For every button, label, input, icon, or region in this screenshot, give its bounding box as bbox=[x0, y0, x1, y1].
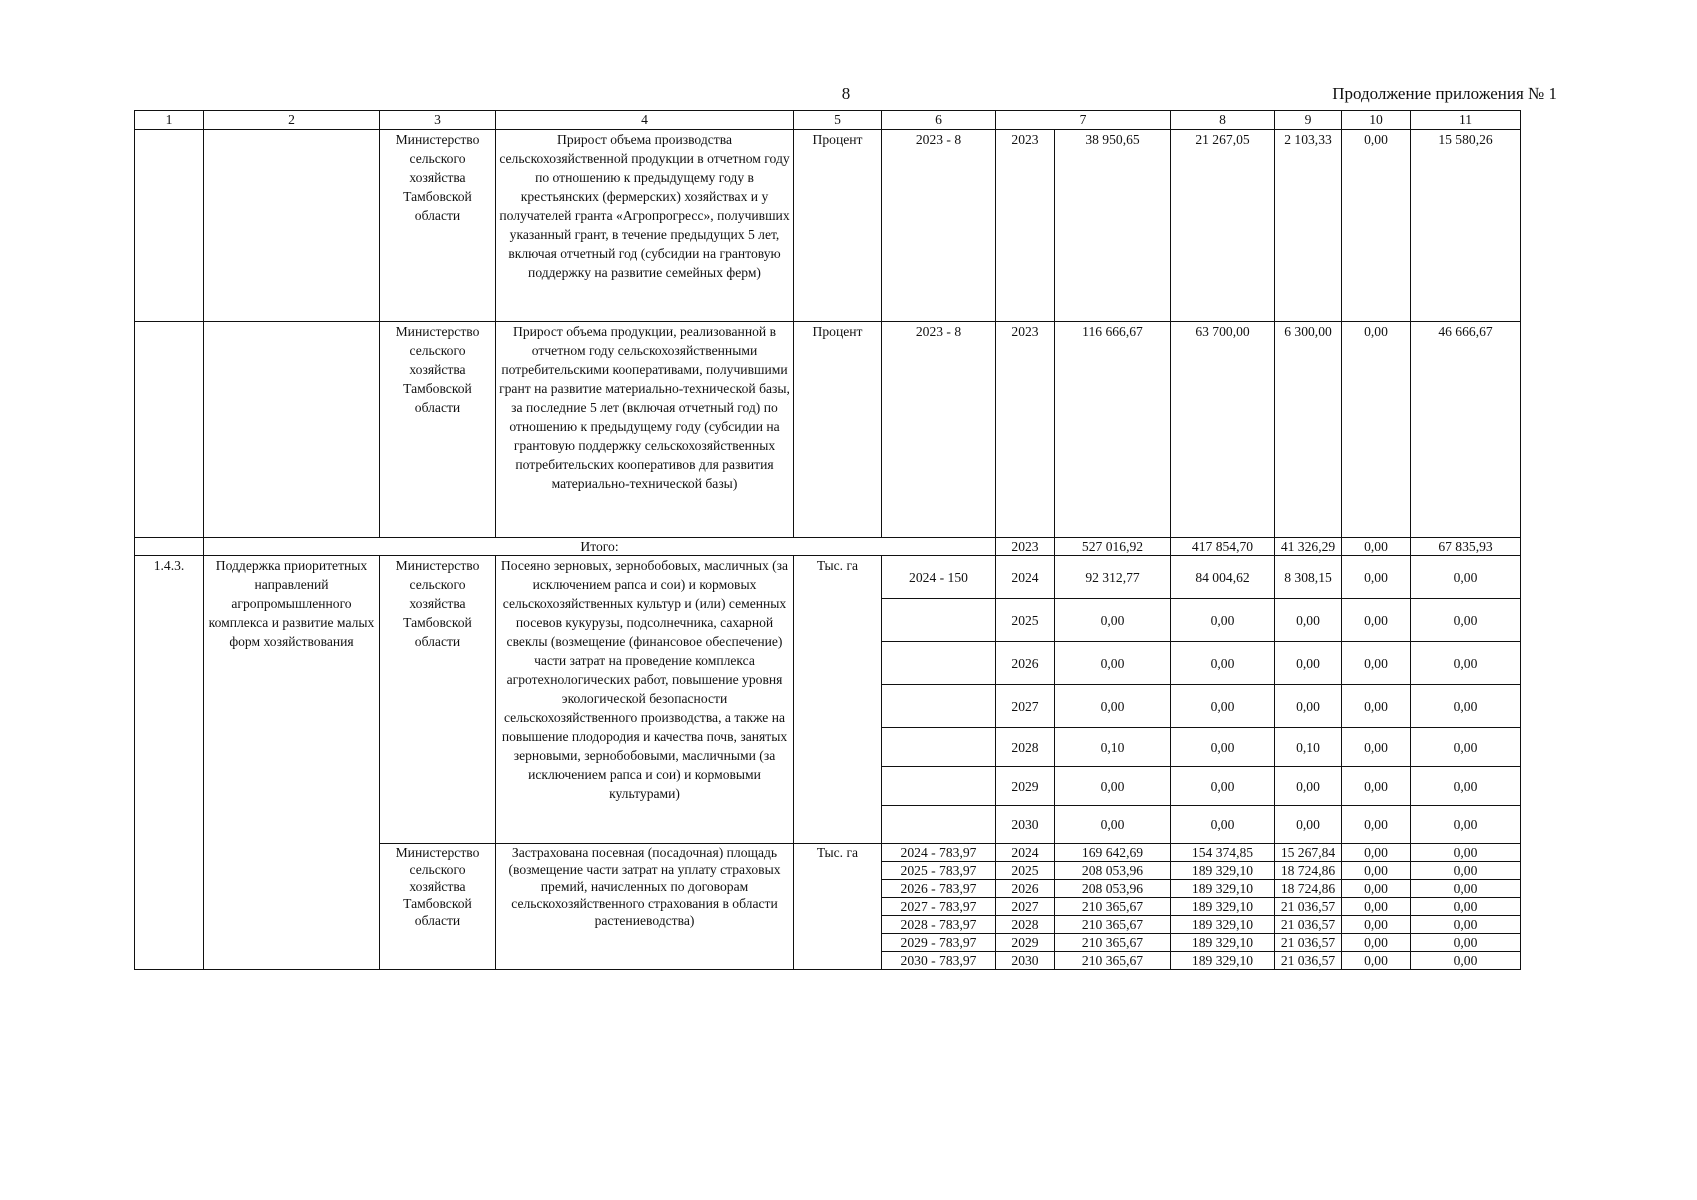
total-amount: 210 365,67 bbox=[1055, 916, 1171, 934]
total-amount: 0,00 bbox=[1055, 806, 1171, 844]
col-header-7: 7 bbox=[996, 111, 1171, 130]
local-budget: 0,00 bbox=[1342, 685, 1411, 728]
federal-budget: 0,00 bbox=[1171, 767, 1275, 806]
local-budget: 0,00 bbox=[1342, 898, 1411, 916]
target-value bbox=[882, 642, 996, 685]
col-header-9: 9 bbox=[1275, 111, 1342, 130]
local-budget: 0,00 bbox=[1342, 806, 1411, 844]
federal-budget: 189 329,10 bbox=[1171, 862, 1275, 880]
local-budget: 0,00 bbox=[1342, 538, 1411, 556]
responsible-executor: Министерство сельского хозяйства Тамбовской области bbox=[380, 130, 496, 322]
total-amount: 210 365,67 bbox=[1055, 952, 1171, 970]
extra-budget: 0,00 bbox=[1411, 952, 1521, 970]
federal-budget: 189 329,10 bbox=[1171, 952, 1275, 970]
extra-budget: 0,00 bbox=[1411, 599, 1521, 642]
year: 2028 bbox=[996, 916, 1055, 934]
target-value bbox=[882, 767, 996, 806]
responsible-executor: Министерство сельского хозяйства Тамбовской области bbox=[380, 556, 496, 844]
local-budget: 0,00 bbox=[1342, 880, 1411, 898]
regional-budget: 21 036,57 bbox=[1275, 934, 1342, 952]
local-budget: 0,00 bbox=[1342, 599, 1411, 642]
total-amount: 527 016,92 bbox=[1055, 538, 1171, 556]
regional-budget: 21 036,57 bbox=[1275, 898, 1342, 916]
target-value: 2026 - 783,97 bbox=[882, 880, 996, 898]
regional-budget: 21 036,57 bbox=[1275, 916, 1342, 934]
total-amount: 116 666,67 bbox=[1055, 322, 1171, 538]
col-header-8: 8 bbox=[1171, 111, 1275, 130]
local-budget: 0,00 bbox=[1342, 130, 1411, 322]
year: 2029 bbox=[996, 934, 1055, 952]
year: 2026 bbox=[996, 880, 1055, 898]
unit: Тыс. га bbox=[794, 556, 882, 844]
col-header-5: 5 bbox=[794, 111, 882, 130]
total-amount: 210 365,67 bbox=[1055, 934, 1171, 952]
indicator-name: Прирост объема продукции, реализованной в отчетном году сельскохозяйственными потребительскими кооперативами, получившими грант на развитие материально-технической базы, за последние 5 лет (включая отчетный год) по отношению к предыдущему году (субсидии на грантовую поддержку сельскохозяйственных потребительских кооперативов для развития материально-технической базы) bbox=[496, 322, 794, 538]
col-header-2: 2 bbox=[204, 111, 380, 130]
extra-budget: 0,00 bbox=[1411, 916, 1521, 934]
year: 2027 bbox=[996, 898, 1055, 916]
federal-budget: 189 329,10 bbox=[1171, 934, 1275, 952]
unit: Процент bbox=[794, 130, 882, 322]
regional-budget: 0,00 bbox=[1275, 806, 1342, 844]
indicator-name: Посеяно зерновых, зернобобовых, масличных (за исключением рапса и сои) и кормовых сельскохозяйственных культур и (или) семенных посевов кукурузы, подсолнечника, сахарной свеклы (возмещение (финансовое обеспечение) части затрат на проведение комплекса агротехнологических работ, повышение уровня экологической безопасности сельскохозяйственного производства, а также на повышение плодородия и качества почв, занятых зерновыми, зернобобовыми, масличными (за исключением рапса и сои) и кормовыми культурами) bbox=[496, 556, 794, 844]
regional-budget: 0,00 bbox=[1275, 642, 1342, 685]
total-amount: 38 950,65 bbox=[1055, 130, 1171, 322]
year: 2025 bbox=[996, 599, 1055, 642]
target-value bbox=[882, 728, 996, 767]
federal-budget: 21 267,05 bbox=[1171, 130, 1275, 322]
local-budget: 0,00 bbox=[1342, 767, 1411, 806]
local-budget: 0,00 bbox=[1342, 728, 1411, 767]
target-value: 2028 - 783,97 bbox=[882, 916, 996, 934]
section-number: 1.4.3. bbox=[135, 556, 204, 970]
target-value: 2025 - 783,97 bbox=[882, 862, 996, 880]
extra-budget: 0,00 bbox=[1411, 806, 1521, 844]
cell-empty bbox=[204, 130, 380, 322]
appendix-continuation-label: Продолжение приложения № 1 bbox=[1332, 84, 1557, 103]
federal-budget: 0,00 bbox=[1171, 685, 1275, 728]
regional-budget: 6 300,00 bbox=[1275, 322, 1342, 538]
regional-budget: 21 036,57 bbox=[1275, 952, 1342, 970]
indicator-name: Прирост объема производства сельскохозяйственной продукции в отчетном году по отношению к предыдущему году в крестьянских (фермерских) хозяйствах и у получателей гранта «Агропрогресс», получивших указанный грант, в течение предыдущих 5 лет, включая отчетный год (субсидии на грантовую поддержку на развитие семейных ферм) bbox=[496, 130, 794, 322]
local-budget: 0,00 bbox=[1342, 322, 1411, 538]
extra-budget: 0,00 bbox=[1411, 898, 1521, 916]
extra-budget: 0,00 bbox=[1411, 642, 1521, 685]
col-header-6: 6 bbox=[882, 111, 996, 130]
year: 2030 bbox=[996, 806, 1055, 844]
col-header-4: 4 bbox=[496, 111, 794, 130]
target-value bbox=[882, 599, 996, 642]
year: 2023 bbox=[996, 130, 1055, 322]
extra-budget: 46 666,67 bbox=[1411, 322, 1521, 538]
regional-budget: 8 308,15 bbox=[1275, 556, 1342, 599]
year: 2026 bbox=[996, 642, 1055, 685]
year: 2024 bbox=[996, 556, 1055, 599]
col-header-10: 10 bbox=[1342, 111, 1411, 130]
regional-budget: 18 724,86 bbox=[1275, 880, 1342, 898]
regional-budget: 0,00 bbox=[1275, 767, 1342, 806]
table-row bbox=[135, 130, 1521, 322]
extra-budget: 0,00 bbox=[1411, 728, 1521, 767]
unit: Тыс. га bbox=[794, 844, 882, 970]
federal-budget: 0,00 bbox=[1171, 806, 1275, 844]
year: 2023 bbox=[996, 538, 1055, 556]
federal-budget: 0,00 bbox=[1171, 642, 1275, 685]
unit: Процент bbox=[794, 322, 882, 538]
cell-empty bbox=[204, 322, 380, 538]
local-budget: 0,00 bbox=[1342, 916, 1411, 934]
regional-budget: 0,00 bbox=[1275, 685, 1342, 728]
target-value: 2030 - 783,97 bbox=[882, 952, 996, 970]
local-budget: 0,00 bbox=[1342, 556, 1411, 599]
total-amount: 0,00 bbox=[1055, 599, 1171, 642]
extra-budget: 15 580,26 bbox=[1411, 130, 1521, 322]
target-value: 2029 - 783,97 bbox=[882, 934, 996, 952]
table-row bbox=[135, 556, 1521, 599]
total-amount: 210 365,67 bbox=[1055, 898, 1171, 916]
section-name: Поддержка приоритетных направлений агропромышленного комплекса и развитие малых форм хозяйствования bbox=[204, 556, 380, 970]
federal-budget: 189 329,10 bbox=[1171, 916, 1275, 934]
target-value bbox=[882, 685, 996, 728]
local-budget: 0,00 bbox=[1342, 642, 1411, 685]
target-value: 2024 - 150 bbox=[882, 556, 996, 599]
local-budget: 0,00 bbox=[1342, 952, 1411, 970]
extra-budget: 0,00 bbox=[1411, 767, 1521, 806]
federal-budget: 0,00 bbox=[1171, 728, 1275, 767]
target-value bbox=[882, 806, 996, 844]
extra-budget: 0,00 bbox=[1411, 844, 1521, 862]
total-label: Итого: bbox=[204, 538, 996, 556]
total-amount: 0,00 bbox=[1055, 767, 1171, 806]
page-number: 8 bbox=[841, 84, 851, 103]
total-amount: 0,00 bbox=[1055, 685, 1171, 728]
total-amount: 169 642,69 bbox=[1055, 844, 1171, 862]
local-budget: 0,00 bbox=[1342, 844, 1411, 862]
regional-budget: 41 326,29 bbox=[1275, 538, 1342, 556]
col-header-3: 3 bbox=[380, 111, 496, 130]
federal-budget: 0,00 bbox=[1171, 599, 1275, 642]
year: 2025 bbox=[996, 862, 1055, 880]
federal-budget: 154 374,85 bbox=[1171, 844, 1275, 862]
table-row bbox=[135, 322, 1521, 538]
extra-budget: 0,00 bbox=[1411, 934, 1521, 952]
federal-budget: 84 004,62 bbox=[1171, 556, 1275, 599]
regional-budget: 15 267,84 bbox=[1275, 844, 1342, 862]
extra-budget: 0,00 bbox=[1411, 880, 1521, 898]
total-amount: 208 053,96 bbox=[1055, 880, 1171, 898]
total-amount: 208 053,96 bbox=[1055, 862, 1171, 880]
extra-budget: 0,00 bbox=[1411, 685, 1521, 728]
year: 2028 bbox=[996, 728, 1055, 767]
cell-empty bbox=[135, 130, 204, 322]
extra-budget: 67 835,93 bbox=[1411, 538, 1521, 556]
total-amount: 0,10 bbox=[1055, 728, 1171, 767]
target-value: 2023 - 8 bbox=[882, 130, 996, 322]
local-budget: 0,00 bbox=[1342, 862, 1411, 880]
year: 2024 bbox=[996, 844, 1055, 862]
extra-budget: 0,00 bbox=[1411, 862, 1521, 880]
column-number-row bbox=[135, 111, 1521, 130]
total-amount: 92 312,77 bbox=[1055, 556, 1171, 599]
target-value: 2024 - 783,97 bbox=[882, 844, 996, 862]
year: 2027 bbox=[996, 685, 1055, 728]
local-budget: 0,00 bbox=[1342, 934, 1411, 952]
total-row bbox=[135, 538, 1521, 556]
federal-budget: 189 329,10 bbox=[1171, 898, 1275, 916]
extra-budget: 0,00 bbox=[1411, 556, 1521, 599]
col-header-1: 1 bbox=[135, 111, 204, 130]
regional-budget: 0,10 bbox=[1275, 728, 1342, 767]
regional-budget: 18 724,86 bbox=[1275, 862, 1342, 880]
cell-empty bbox=[135, 538, 204, 556]
federal-budget: 189 329,10 bbox=[1171, 880, 1275, 898]
total-amount: 0,00 bbox=[1055, 642, 1171, 685]
responsible-executor: Министерство сельского хозяйства Тамбовской области bbox=[380, 322, 496, 538]
responsible-executor: Министерство сельского хозяйства Тамбовской области bbox=[380, 844, 496, 970]
year: 2023 bbox=[996, 322, 1055, 538]
regional-budget: 2 103,33 bbox=[1275, 130, 1342, 322]
year: 2030 bbox=[996, 952, 1055, 970]
target-value: 2027 - 783,97 bbox=[882, 898, 996, 916]
program-table bbox=[134, 110, 1521, 970]
federal-budget: 417 854,70 bbox=[1171, 538, 1275, 556]
target-value: 2023 - 8 bbox=[882, 322, 996, 538]
cell-empty bbox=[135, 322, 204, 538]
col-header-11: 11 bbox=[1411, 111, 1521, 130]
indicator-name: Застрахована посевная (посадочная) площадь (возмещение части затрат на уплату страховых премий, начисленных по договорам сельскохозяйственного страхования в области растениеводства) bbox=[496, 844, 794, 970]
federal-budget: 63 700,00 bbox=[1171, 322, 1275, 538]
regional-budget: 0,00 bbox=[1275, 599, 1342, 642]
year: 2029 bbox=[996, 767, 1055, 806]
